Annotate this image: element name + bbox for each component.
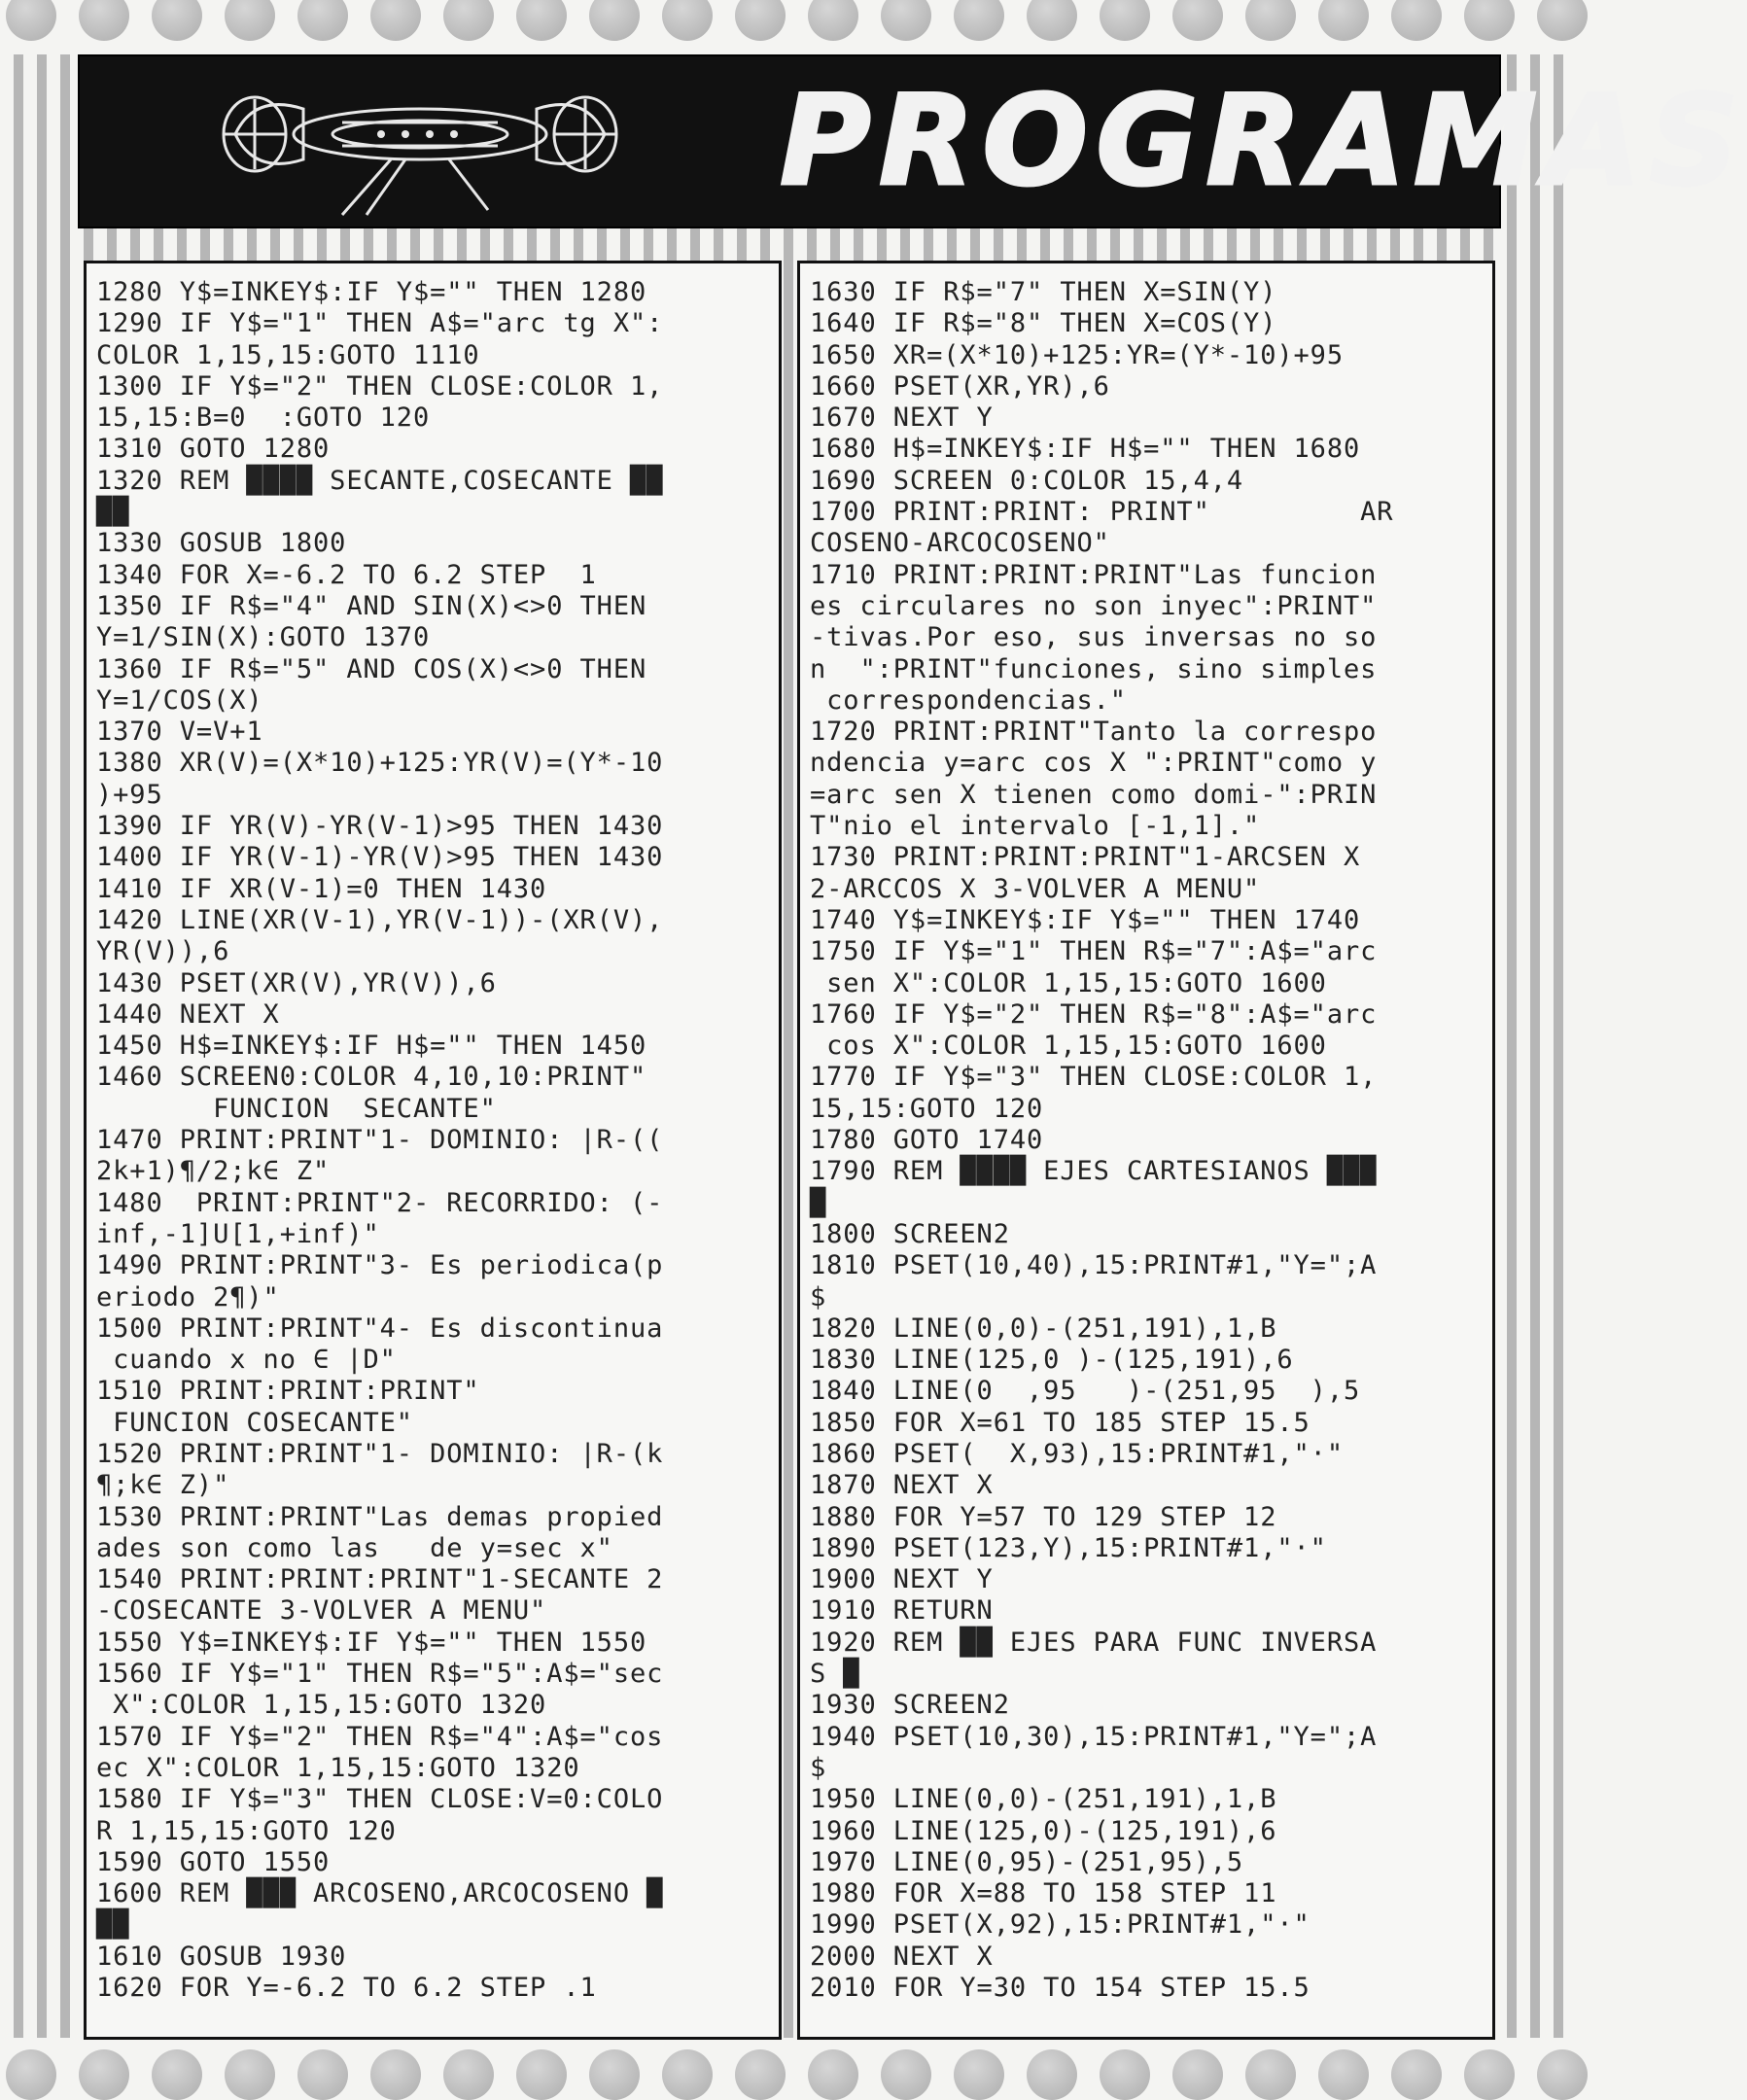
code-line: 1750 IF Y$="1" THEN R$="7":A$="arc	[810, 936, 1378, 967]
code-line: 1780 GOTO 1740	[810, 1125, 1044, 1156]
perforation-dot	[6, 0, 56, 41]
code-line: 1390 IF YR(V)-YR(V-1)>95 THEN 1430	[96, 811, 664, 842]
code-line: 1300 IF Y$="2" THEN CLOSE:COLOR 1,	[96, 370, 664, 402]
code-line: 1690 SCREEN 0:COLOR 15,4,4	[810, 465, 1244, 496]
perforation-dot	[808, 0, 858, 41]
code-line: 1850 FOR X=61 TO 185 STEP 15.5	[810, 1407, 1310, 1438]
code-line: 1500 PRINT:PRINT"4- Es discontinua	[96, 1312, 664, 1344]
perforation-dot	[1172, 2049, 1223, 2100]
perforation-dot	[1100, 0, 1150, 41]
code-line: $	[810, 1281, 827, 1312]
perforation-dot	[881, 0, 931, 41]
perforation-dot	[79, 0, 129, 41]
perforation-dot	[1464, 2049, 1515, 2100]
perforation-dot	[1391, 0, 1442, 41]
perforation-dot	[954, 2049, 1004, 2100]
perforation-dot	[1537, 0, 1588, 41]
code-line: 1520 PRINT:PRINT"1- DOMINIO: |R-(k	[96, 1438, 664, 1469]
code-line: 1930 SCREEN2	[810, 1690, 1010, 1721]
code-line: 2000 NEXT X	[810, 1941, 994, 1972]
code-line: )+95	[96, 779, 163, 810]
perforation-dot	[735, 2049, 786, 2100]
code-line: 1760 IF Y$="2" THEN R$="8":A$="arc	[810, 998, 1378, 1030]
code-line: 1350 IF R$="4" AND SIN(X)<>0 THEN	[96, 590, 647, 621]
code-line: 1670 NEXT Y	[810, 402, 994, 434]
perforation-dot	[662, 2049, 713, 2100]
code-line: 1560 IF Y$="1" THEN R$="5":A$="sec	[96, 1659, 664, 1690]
code-line: 1880 FOR Y=57 TO 129 STEP 12	[810, 1501, 1277, 1532]
code-line: ██	[96, 1909, 130, 1941]
perforation-dot	[443, 2049, 494, 2100]
perforation-dot	[589, 0, 640, 41]
code-line: 1700 PRINT:PRINT: PRINT" AR	[810, 497, 1394, 528]
code-line: -COSECANTE 3-VOLVER A MENU"	[96, 1595, 547, 1627]
code-line: X":COLOR 1,15,15:GOTO 1320	[96, 1690, 547, 1721]
code-line: ¶;k∈ Z)"	[96, 1470, 230, 1501]
code-line: T"nio el intervalo [-1,1]."	[810, 811, 1261, 842]
perforation-dot	[954, 0, 1004, 41]
code-line: cuando x no ∈ |D"	[96, 1345, 397, 1376]
code-line: 1490 PRINT:PRINT"3- Es periodica(p	[96, 1250, 664, 1281]
perforation-dot	[1537, 2049, 1588, 2100]
code-line: 1310 GOTO 1280	[96, 434, 331, 465]
code-line: sen X":COLOR 1,15,15:GOTO 1600	[810, 967, 1327, 998]
code-line: 1960 LINE(125,0)-(125,191),6	[810, 1815, 1277, 1846]
code-line: inf,-1]U[1,+inf)"	[96, 1218, 380, 1249]
perforation-dot	[881, 2049, 931, 2100]
code-line: 1640 IF R$="8" THEN X=COS(Y)	[810, 308, 1277, 339]
code-line: 1370 V=V+1	[96, 717, 263, 748]
code-line: 1840 LINE(0 ,95 )-(251,95 ),5	[810, 1376, 1361, 1407]
perforation-dot	[735, 0, 786, 41]
code-line: 1940 PSET(10,30),15:PRINT#1,"Y=";A	[810, 1721, 1378, 1752]
code-line: 1770 IF Y$="3" THEN CLOSE:COLOR 1,	[810, 1062, 1378, 1093]
code-line: 1870 NEXT X	[810, 1470, 994, 1501]
code-line: 1730 PRINT:PRINT:PRINT"1-ARCSEN X	[810, 842, 1361, 873]
perforation-dot	[225, 2049, 275, 2100]
code-line: -tivas.Por eso, sus inversas no so	[810, 622, 1378, 653]
code-line: 1340 FOR X=-6.2 TO 6.2 STEP 1	[96, 559, 597, 590]
code-line: 1450 H$=INKEY$:IF H$="" THEN 1450	[96, 1031, 647, 1062]
perforation-dot	[1027, 2049, 1077, 2100]
code-line: 1660 PSET(XR,YR),6	[810, 370, 1110, 402]
perforation-dot	[152, 2049, 202, 2100]
code-line: 1830 LINE(125,0 )-(125,191),6	[810, 1345, 1294, 1376]
code-line: 1470 PRINT:PRINT"1- DOMINIO: |R-((	[96, 1125, 664, 1156]
perforation-dot	[516, 0, 567, 41]
perforation-dot	[516, 2049, 567, 2100]
perforation-dot	[370, 0, 421, 41]
code-line: 1650 XR=(X*10)+125:YR=(Y*-10)+95	[810, 339, 1344, 370]
spaceship-icon	[196, 74, 663, 220]
code-line: 2010 FOR Y=30 TO 154 STEP 15.5	[810, 1973, 1310, 2004]
perforation-dot	[370, 2049, 421, 2100]
code-line: 2k+1)¶/2;k∈ Z"	[96, 1156, 331, 1187]
code-line: ades son como las de y=sec x"	[96, 1532, 613, 1563]
code-line: 15,15:GOTO 120	[810, 1093, 1044, 1124]
perforation-dot	[1318, 2049, 1369, 2100]
code-line: 15,15:B=0 :GOTO 120	[96, 402, 431, 434]
perforation-dot	[152, 0, 202, 41]
code-line: 1540 PRINT:PRINT:PRINT"1-SECANTE 2	[96, 1564, 664, 1595]
code-line: $	[810, 1752, 827, 1783]
code-line: COSENO-ARCOCOSENO"	[810, 528, 1110, 559]
code-line: =arc sen X tienen como domi-":PRIN	[810, 779, 1378, 810]
code-line: 1360 IF R$="5" AND COS(X)<>0 THEN	[96, 653, 647, 684]
code-line: 1550 Y$=INKEY$:IF Y$="" THEN 1550	[96, 1627, 647, 1658]
code-line: 1610 GOSUB 1930	[96, 1941, 347, 1972]
code-line: 1380 XR(V)=(X*10)+125:YR(V)=(Y*-10	[96, 748, 664, 779]
perforation-strip-bottom	[0, 2042, 1575, 2100]
code-line: n ":PRINT"funciones, sino simples	[810, 653, 1378, 684]
code-line: 1440 NEXT X	[96, 998, 280, 1030]
perforation-strip-top	[0, 0, 1575, 58]
code-line: 1920 REM ██ EJES PARA FUNC INVERSA	[810, 1627, 1378, 1658]
perforation-dot	[589, 2049, 640, 2100]
perforation-dot	[1172, 0, 1223, 41]
perforation-dot	[1391, 2049, 1442, 2100]
perforation-dot	[79, 2049, 129, 2100]
perforation-dot	[297, 0, 348, 41]
perforation-dot	[808, 2049, 858, 2100]
code-line: 1860 PSET( X,93),15:PRINT#1,"·"	[810, 1438, 1344, 1469]
code-line: 1950 LINE(0,0)-(251,191),1,B	[810, 1784, 1277, 1815]
code-line: ec X":COLOR 1,15,15:GOTO 1320	[96, 1752, 580, 1783]
code-line: 1400 IF YR(V-1)-YR(V)>95 THEN 1430	[96, 842, 664, 873]
perforation-dot	[1100, 2049, 1150, 2100]
code-listing-right	[797, 261, 1495, 2040]
code-line: 1420 LINE(XR(V-1),YR(V-1))-(XR(V),	[96, 904, 664, 935]
code-line: YR(V)),6	[96, 936, 230, 967]
header-banner	[78, 54, 1747, 228]
code-line: eriodo 2¶)"	[96, 1281, 280, 1312]
code-line: 1620 FOR Y=-6.2 TO 6.2 STEP .1	[96, 1973, 597, 2004]
code-line: R 1,15,15:GOTO 120	[96, 1815, 397, 1846]
code-line: 1710 PRINT:PRINT:PRINT"Las funcion	[810, 559, 1378, 590]
code-line: 1810 PSET(10,40),15:PRINT#1,"Y=";A	[810, 1250, 1378, 1281]
perforation-dot	[443, 0, 494, 41]
code-line: 1980 FOR X=88 TO 158 STEP 11	[810, 1878, 1277, 1909]
code-line: 1330 GOSUB 1800	[96, 528, 347, 559]
perforation-dot	[1464, 0, 1515, 41]
code-line: 1800 SCREEN2	[810, 1218, 1010, 1249]
code-line: Y=1/COS(X)	[96, 684, 263, 716]
code-line: 1890 PSET(123,Y),15:PRINT#1,"·"	[810, 1532, 1327, 1563]
code-line: 1630 IF R$="7" THEN X=SIN(Y)	[810, 277, 1277, 307]
perforation-dot	[6, 2049, 56, 2100]
code-line: 1430 PSET(XR(V),YR(V)),6	[96, 967, 497, 998]
code-line: ██	[96, 497, 130, 528]
code-line: 1590 GOTO 1550	[96, 1846, 331, 1877]
code-listing-left	[84, 261, 782, 2040]
code-line: 1280 Y$=INKEY$:IF Y$="" THEN 1280	[96, 277, 647, 307]
code-line: 1910 RETURN	[810, 1595, 994, 1627]
code-line: 1510 PRINT:PRINT:PRINT"	[96, 1376, 480, 1407]
code-line: 1290 IF Y$="1" THEN A$="arc tg X":	[96, 308, 664, 339]
code-line: 1990 PSET(X,92),15:PRINT#1,"·"	[810, 1909, 1310, 1941]
code-line: 1410 IF XR(V-1)=0 THEN 1430	[96, 873, 547, 904]
perforation-dot	[1027, 0, 1077, 41]
code-line: cos X":COLOR 1,15,15:GOTO 1600	[810, 1031, 1327, 1062]
code-line: FUNCION COSECANTE"	[96, 1407, 413, 1438]
code-line: 1740 Y$=INKEY$:IF Y$="" THEN 1740	[810, 904, 1361, 935]
code-line: 1600 REM ███ ARCOSENO,ARCOCOSENO █	[96, 1878, 664, 1909]
code-line: 1970 LINE(0,95)-(251,95),5	[810, 1846, 1244, 1877]
code-line: ndencia y=arc cos X ":PRINT"como y	[810, 748, 1378, 779]
code-line: 1530 PRINT:PRINT"Las demas propied	[96, 1501, 664, 1532]
perforation-dot	[1245, 0, 1296, 41]
code-line: es circulares no son inyec":PRINT"	[810, 590, 1378, 621]
code-line: 1480 PRINT:PRINT"2- RECORRIDO: (-	[96, 1187, 664, 1218]
code-line: correspondencias."	[810, 684, 1127, 716]
code-line: FUNCION SECANTE"	[96, 1093, 497, 1124]
code-line: S █	[810, 1659, 860, 1690]
code-line: 1680 H$=INKEY$:IF H$="" THEN 1680	[810, 434, 1361, 465]
code-line: 1720 PRINT:PRINT"Tanto la correspo	[810, 717, 1378, 748]
code-line: 1900 NEXT Y	[810, 1564, 994, 1595]
perforation-dot	[1318, 0, 1369, 41]
page-title: PROGRAMAS	[780, 69, 1747, 214]
code-line: █	[810, 1187, 827, 1218]
code-line: COLOR 1,15,15:GOTO 1110	[96, 339, 480, 370]
perforation-dot	[662, 0, 713, 41]
code-line: Y=1/SIN(X):GOTO 1370	[96, 622, 431, 653]
code-line: 1570 IF Y$="2" THEN R$="4":A$="cos	[96, 1721, 664, 1752]
code-line: 1460 SCREEN0:COLOR 4,10,10:PRINT"	[96, 1062, 647, 1093]
perforation-dot	[1245, 2049, 1296, 2100]
code-line: 1580 IF Y$="3" THEN CLOSE:V=0:COLO	[96, 1784, 664, 1815]
code-line: 1320 REM ████ SECANTE,COSECANTE ██	[96, 465, 664, 496]
code-line: 1790 REM ████ EJES CARTESIANOS ███	[810, 1156, 1378, 1187]
perforation-dot	[225, 0, 275, 41]
code-line: 1820 LINE(0,0)-(251,191),1,B	[810, 1312, 1277, 1344]
perforation-dot	[297, 2049, 348, 2100]
code-line: 2-ARCCOS X 3-VOLVER A MENU"	[810, 873, 1261, 904]
